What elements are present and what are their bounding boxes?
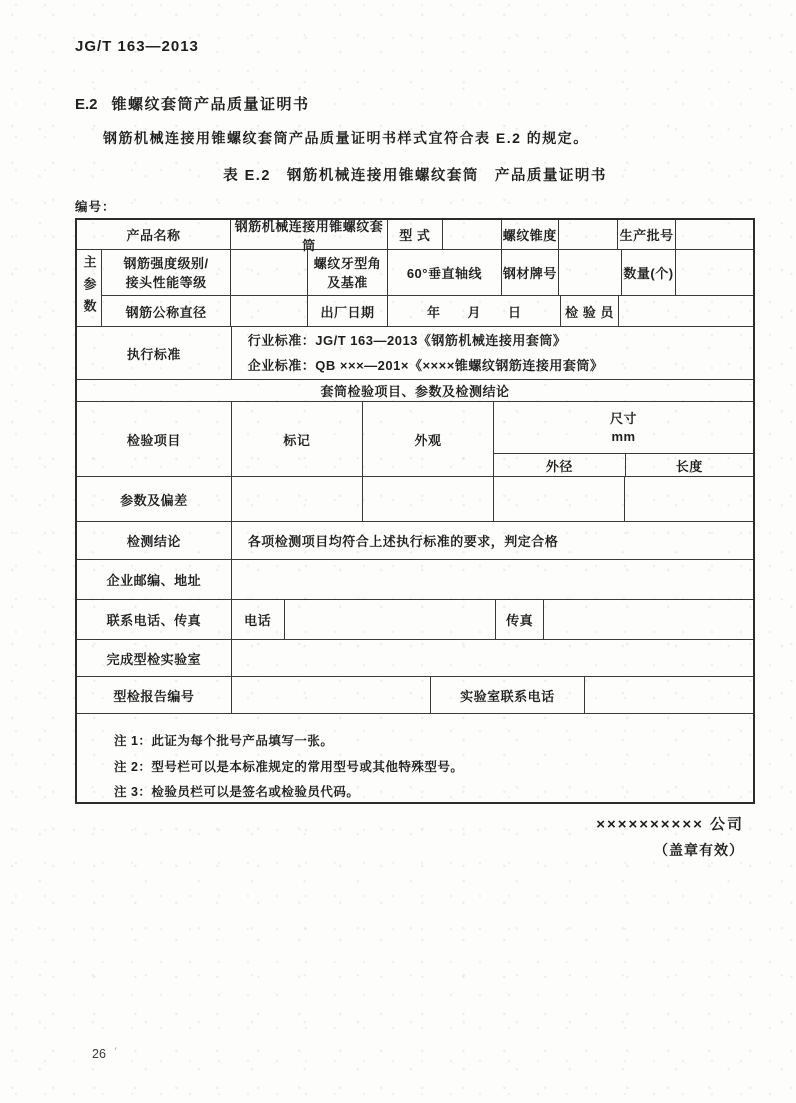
size-subheader-row bbox=[494, 454, 753, 476]
lab-row bbox=[77, 640, 753, 677]
note-1: 注 1：此证为每个批号产品填写一张。 bbox=[114, 734, 334, 748]
quality-certificate-table bbox=[75, 218, 755, 804]
phone-fax-label: 联系电话、传真 bbox=[77, 600, 232, 639]
quantity-value-cell bbox=[676, 250, 753, 295]
note-2: 注 2：型号栏可以是本标准规定的常用型号或其他特殊型号。 bbox=[114, 759, 464, 774]
inspection-item-label: 检验项目 bbox=[77, 402, 232, 476]
report-no-value-cell bbox=[232, 677, 431, 713]
lab-phone-value-cell bbox=[585, 677, 753, 713]
strength-grade-label: 钢筋强度级别/ 接头性能等级 bbox=[102, 250, 231, 295]
fax-value-cell bbox=[544, 600, 753, 639]
inspection-header-row bbox=[77, 402, 753, 477]
standards-label: 执行标准 bbox=[77, 327, 232, 379]
section-title: 锥螺纹套筒产品质量证明书 bbox=[111, 96, 310, 113]
appearance-value-cell bbox=[363, 477, 494, 521]
strength-grade-value-cell bbox=[231, 250, 308, 295]
intro-paragraph: 钢筋机械连接用锥螺纹套筒产品质量证明书样式宜符合表 E.2 的规定。 bbox=[103, 130, 589, 146]
outer-dia-value-cell bbox=[494, 477, 625, 521]
signature-block bbox=[596, 812, 744, 862]
thread-taper-value-cell bbox=[559, 220, 618, 249]
doc-code: JG/T 163—2013 bbox=[75, 38, 199, 55]
params-dev-label: 参数及偏差 bbox=[77, 477, 232, 521]
rebar-diameter-value-cell bbox=[231, 296, 308, 326]
postcode-value-cell bbox=[232, 560, 753, 599]
notes-row bbox=[77, 714, 753, 802]
size-header-group bbox=[494, 402, 753, 476]
type-value-cell bbox=[443, 220, 502, 249]
table-caption: 表 E.2 钢筋机械连接用锥螺纹套筒 产品质量证明书 bbox=[223, 168, 607, 184]
thread-angle-label: 螺纹牙型角 及基准 bbox=[308, 250, 389, 295]
steel-grade-label: 钢材牌号 bbox=[502, 250, 560, 295]
report-no-label: 型检报告编号 bbox=[77, 677, 232, 713]
appearance-label: 外观 bbox=[363, 402, 494, 476]
main-params-rows bbox=[77, 250, 753, 327]
note-3: 注 3：检验员栏可以是签名或检验员代码。 bbox=[114, 785, 360, 799]
main-params-label: 主参数 bbox=[81, 255, 97, 321]
section-bar-row bbox=[77, 380, 753, 402]
company-name: ×××××××××× 公司 bbox=[596, 816, 744, 833]
outer-dia-label: 外径 bbox=[494, 454, 626, 476]
params-deviation-row bbox=[77, 477, 753, 522]
serial-label: 编号： bbox=[75, 200, 116, 214]
enterprise-standard-line: 企业标准：QB ×××—201×《××××锥螺纹钢筋连接用套筒》 bbox=[247, 358, 604, 373]
phone-fax-row bbox=[77, 600, 753, 640]
length-label: 长度 bbox=[675, 458, 703, 474]
standards-row bbox=[77, 327, 753, 380]
type-label: 型 式 bbox=[388, 220, 443, 249]
conclusion-label: 检测结论 bbox=[77, 522, 232, 559]
mark-value-cell bbox=[232, 477, 363, 521]
inspector-label: 检 验 员 bbox=[561, 296, 619, 326]
section-heading bbox=[75, 93, 310, 114]
thread-angle-value: 60°垂直轴线 bbox=[388, 250, 501, 295]
steel-grade-value-cell bbox=[559, 250, 621, 295]
main-params-stack bbox=[102, 250, 753, 326]
phone-label: 电话 bbox=[232, 600, 285, 639]
batch-no-label: 生产批号 bbox=[618, 220, 675, 249]
notes-cell bbox=[77, 714, 753, 802]
thread-taper-label: 螺纹锥度 bbox=[502, 220, 559, 249]
lab-label: 完成型检实验室 bbox=[77, 640, 232, 676]
standards-value bbox=[232, 327, 753, 379]
quantity-label: 数量(个) bbox=[622, 250, 677, 295]
inspector-value-cell bbox=[619, 296, 753, 326]
fax-label: 传真 bbox=[496, 600, 544, 639]
postcode-label: 企业邮编、地址 bbox=[77, 560, 232, 599]
section-bar-title: 套筒检验项目、参数及检测结论 bbox=[320, 384, 510, 399]
industry-standard-line: 行业标准：JG/T 163—2013《钢筋机械连接用套筒》 bbox=[247, 333, 567, 348]
conclusion-value: 各项检测项目均符合上述执行标准的要求，判定合格 bbox=[247, 534, 559, 549]
batch-no-value-cell bbox=[676, 220, 753, 249]
length-value-cell bbox=[625, 477, 753, 521]
product-name-row bbox=[77, 218, 753, 253]
product-name-value: 钢筋机械连接用锥螺纹套筒 bbox=[231, 220, 388, 249]
main-params-label-cell bbox=[77, 250, 102, 326]
postcode-row bbox=[77, 560, 753, 600]
mark-label: 标记 bbox=[232, 402, 363, 476]
section-number: E.2 bbox=[75, 96, 98, 113]
rebar-diameter-label: 钢筋公称直径 bbox=[102, 296, 231, 326]
lab-phone-label: 实验室联系电话 bbox=[431, 677, 586, 713]
seal-note: （盖章有效） bbox=[654, 842, 744, 858]
lab-value-cell bbox=[232, 640, 753, 676]
delivery-date-value: 年 月 日 bbox=[388, 296, 561, 326]
report-no-row bbox=[77, 677, 753, 714]
delivery-date-label: 出厂日期 bbox=[308, 296, 389, 326]
phone-value-cell bbox=[285, 600, 497, 639]
conclusion-row bbox=[77, 522, 753, 560]
size-label: 尺寸 mm bbox=[494, 402, 753, 454]
page-number: 26 ′ bbox=[92, 1046, 117, 1061]
rebar-diameter-row bbox=[102, 296, 753, 326]
strength-grade-row bbox=[102, 250, 753, 296]
product-name-label: 产品名称 bbox=[77, 220, 231, 249]
